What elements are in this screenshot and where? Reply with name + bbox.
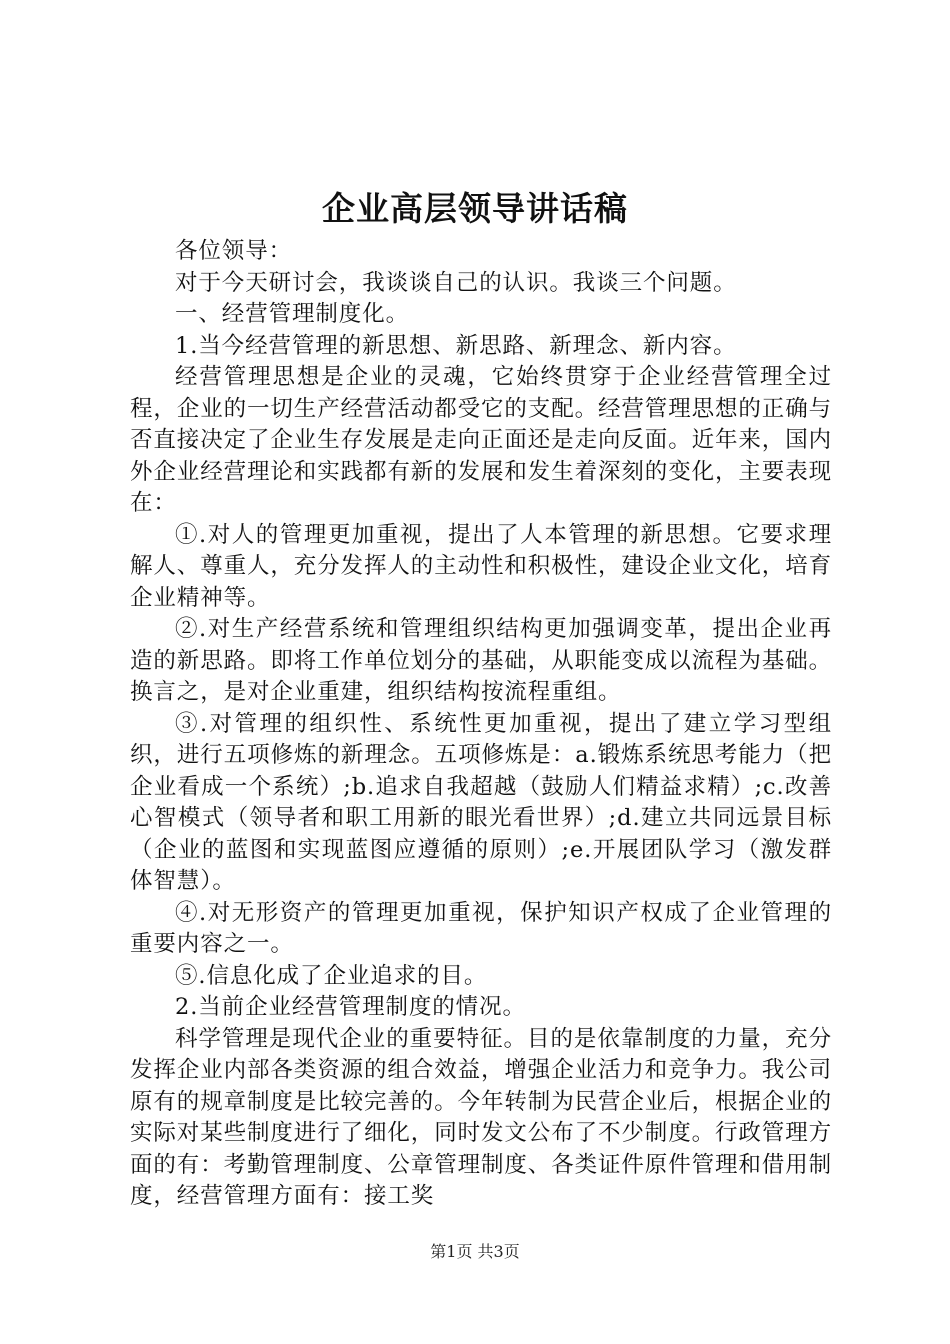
paragraph: 科学管理是现代企业的重要特征。目的是依靠制度的力量，充分发挥企业内部各类资源的组合效益，增强企业活力和竞争力。我公司原有的规章制度是比较完善的。今年转制为民营企业后，根据企业的实际对某些制度进行了细化，同时发文公布了不少制度。行政管理方面的有：考勤管理制度、公章管理制度、各类证件原件管理和借用制度，经营管理方面有：接工奖 [130, 1025, 833, 1209]
list-item-4: ④.对无形资产的管理更加重视，保护知识产权成了企业管理的重要内容之一。 [130, 899, 832, 957]
list-item-1: ①.对人的管理更加重视，提出了人本管理的新思想。它要求理解人、尊重人，充分发挥人的主动性和积极性，建设企业文化，培育企业精神等。 [130, 521, 833, 611]
section-heading-1: 一、经营管理制度化。 [175, 301, 410, 327]
page-number-footer: 第1页 共3页 [430, 1242, 520, 1261]
paragraph-intro: 对于今天研讨会，我谈谈自己的认识。我谈三个问题。 [175, 269, 737, 296]
paragraph: 经营管理思想是企业的灵魂，它始终贯穿于企业经营管理全过程，企业的一切生产经营活动都受它的支配。经营管理思想的正确与否直接决定了企业生存发展是走向正面还是走向反面。近年来，国内外企业经营理论和实践都有新的发展和发生着深刻的变化，主要表现在： [130, 364, 833, 516]
list-item-3: ③.对管理的组织性、系统性更加重视，提出了建立学习型组织，进行五项修炼的新理念。五项修炼是：a.锻炼系统思考能力（把企业看成一个系统）;b.追求自我超越（鼓励人们精益求精）;c.改善心智模式（领导者和职工用新的眼光看世界）;d.建立共同远景目标（企业的蓝图和实现蓝图应遵循的原则）;e.开展团队学习（激发群体智慧）。 [130, 710, 832, 894]
list-item-5: ⑤.信息化成了企业追求的目。 [175, 962, 488, 989]
subheading-1: 1.当今经营管理的新思想、新思路、新理念、新内容。 [175, 332, 737, 359]
document-body [130, 236, 832, 1213]
subheading-2: 2.当前企业经营管理制度的情况。 [175, 994, 526, 1020]
list-item-2: ②.对生产经营系统和管理组织结构更加强调变革，提出企业再造的新思路。即将工作单位划分的基础，从职能变成以流程为基础。换言之，是对企业重建，组织结构按流程重组。 [130, 616, 833, 705]
paragraph-salutation: 各位领导： [175, 238, 293, 264]
document-title: 企业高层领导讲话稿 [322, 189, 628, 228]
